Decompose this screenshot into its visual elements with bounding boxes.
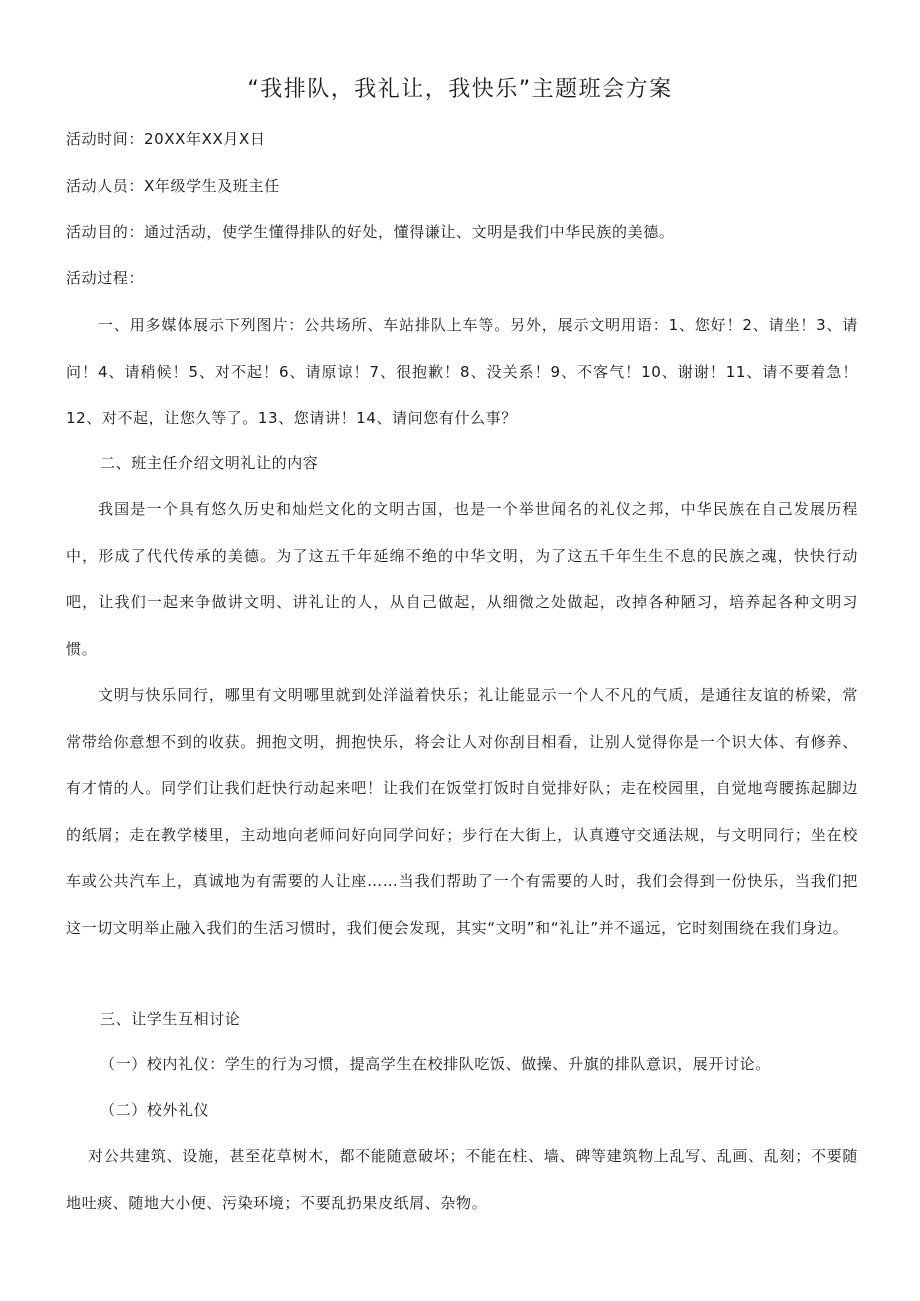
section-2-paragraph-1: 我国是一个具有悠久历史和灿烂文化的文明古国，也是一个举世闻名的礼仪之邦，中华民族在自己发展历程中，形成了代代传承的美德。为了这五千年延绵不绝的中华文明，为了这五千年生生不息的民族之魂，快快行动吧，让我们一起来争做讲文明、讲礼让的人，从自己做起，从细微之处做起，改掉各种陋习，培养起各种文明习惯。 — [66, 500, 858, 658]
section-2-paragraph-2: 文明与快乐同行，哪里有文明哪里就到处洋溢着快乐；礼让能显示一个人不凡的气质，是通往友谊的桥梁，常常带给你意想不到的收获。拥抱文明，拥抱快乐，将会让人对你刮目相看，让别人觉得你是一个识大体、有修养、有才情的人。同学们让我们赶快行动起来吧！让我们在饭堂打饭时自觉排好队；走在校园里，自觉地弯腰拣起脚边的纸屑；走在教学楼里，主动地向老师问好向同学问好；步行在大街上，认真遵守交通法规，与文明同行；坐在校车或公共汽车上，真诚地为有需要的人让座……当我们帮助了一个有需要的人时，我们会得到一份快乐，当我们把这一切文明举止融入我们的生活习惯时，我们便会发现，其实“文明”和“礼让”并不遥远，它时刻围绕在我们身边。 — [66, 686, 858, 937]
document-title: “我排队，我礼让，我快乐”主题班会方案 — [247, 77, 673, 102]
section-3-sub-2: （二）校外礼仪 — [100, 1101, 210, 1119]
activity-people: 活动人员：X年级学生及班主任 — [66, 177, 280, 195]
section-2-heading: 二、班主任介绍文明礼让的内容 — [100, 454, 319, 472]
activity-purpose: 活动目的：通过活动，使学生懂得排队的好处，懂得谦让、文明是我们中华民族的美德。 — [66, 223, 675, 241]
section-3-sub-1: （一）校内礼仪：学生的行为习惯，提高学生在校排队吃饭、做操、升旗的排队意识，展开讨论。 — [100, 1055, 771, 1073]
section-3-heading: 三、让学生互相讨论 — [100, 1010, 241, 1028]
activity-time: 活动时间：20XX年XX月X日 — [66, 130, 266, 148]
activity-process-label: 活动过程： — [66, 269, 145, 287]
section-1-paragraph: 一、用多媒体展示下列图片：公共场所、车站排队上车等。另外，展示文明用语：1、您好！2、请坐！3、请问！4、请稍候！5、对不起！6、请原谅！7、很抱歉！8、没关系！9、不客气！10、谢谢！11、请不要着急！12、对不起，让您久等了。13、您请讲！14、请问您有什么事？ — [66, 316, 858, 427]
section-3-paragraph: 对公共建筑、设施，甚至花草树木，都不能随意破坏；不能在柱、墙、碑等建筑物上乱写、乱画、乱刻；不要随地吐痰、随地大小便、污染环境；不要乱扔果皮纸屑、杂物。 — [66, 1147, 858, 1212]
